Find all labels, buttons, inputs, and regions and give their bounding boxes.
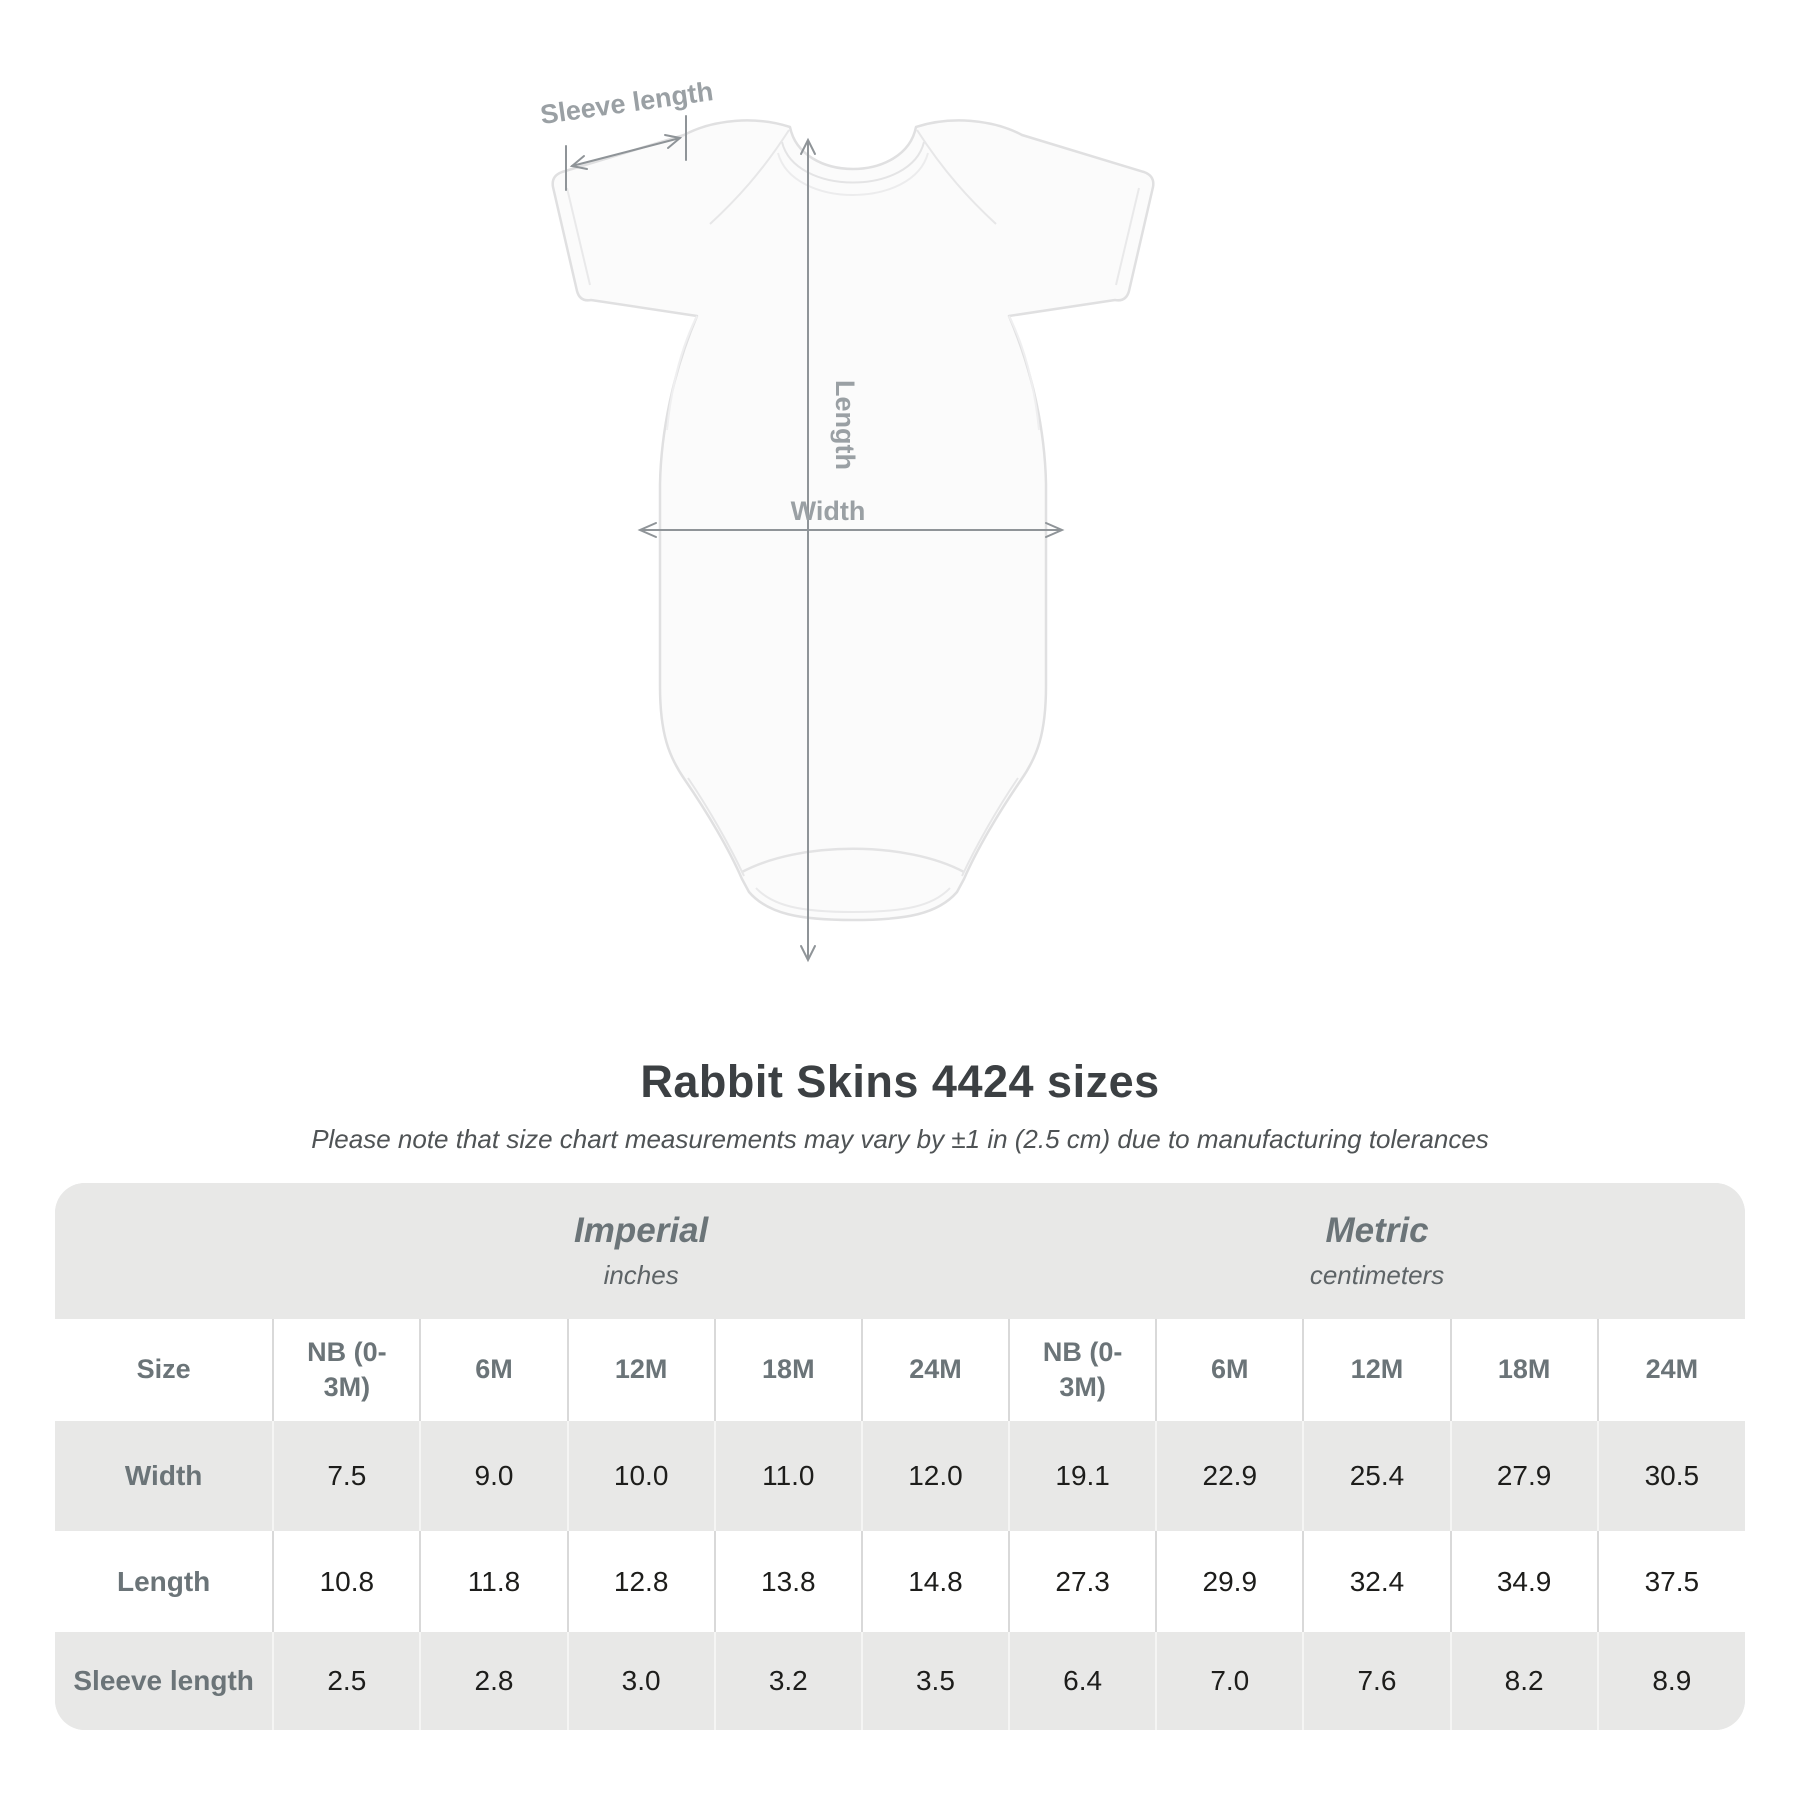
size-header-metric-nb (1009, 1319, 1156, 1421)
size-header-metric-18m: 18M (1451, 1319, 1598, 1421)
size-column-header: Size (136, 1354, 191, 1385)
title-block (0, 1056, 1800, 1155)
imperial-group-header (273, 1183, 1009, 1319)
value-cell: 13.8 (715, 1531, 862, 1632)
length-row-label: Length (116, 1565, 211, 1597)
size-header-imperial-6m: 6M (420, 1319, 567, 1421)
value-cell: 7.0 (1156, 1632, 1303, 1730)
value-cell: 14.8 (862, 1531, 1009, 1632)
value-cell: 10.0 (568, 1421, 715, 1531)
width-row (55, 1421, 1745, 1531)
width-label: Width (790, 496, 866, 526)
size-header-imperial-nb (273, 1319, 420, 1421)
unit-group-spacer (55, 1183, 273, 1319)
value-cell: 27.9 (1451, 1421, 1598, 1531)
unit-group-row (55, 1183, 1745, 1319)
value-cell: 25.4 (1303, 1421, 1450, 1531)
value-cell: 19.1 (1009, 1421, 1156, 1531)
width-row-label: Width (124, 1460, 203, 1491)
value-cell: 10.8 (273, 1531, 420, 1632)
value-cell: 29.9 (1156, 1531, 1303, 1632)
value-cell: 6.4 (1009, 1632, 1156, 1730)
value-cell: 3.5 (862, 1632, 1009, 1730)
imperial-unit: inches (603, 1259, 679, 1290)
value-cell: 8.9 (1598, 1632, 1745, 1730)
sleeve-row-label: Sleeve length (73, 1665, 254, 1696)
size-header-row (55, 1319, 1745, 1421)
metric-group-header (1009, 1183, 1745, 1319)
value-cell: 32.4 (1303, 1531, 1450, 1632)
value-cell: 2.5 (273, 1632, 420, 1730)
size-header-text: NB (0-3M) (1042, 1336, 1123, 1402)
imperial-label: Imperial (574, 1211, 709, 1251)
value-cell: 30.5 (1598, 1421, 1745, 1531)
sleeve-length-row (55, 1632, 1745, 1730)
value-cell: 7.5 (273, 1421, 420, 1531)
size-header-text: NB (0-3M) (307, 1336, 387, 1402)
size-chart-card (55, 1183, 1745, 1730)
value-cell: 3.0 (568, 1632, 715, 1730)
sleeve-length-label: Sleeve length (538, 76, 716, 131)
size-table (55, 1183, 1745, 1730)
page-title: Rabbit Skins 4424 sizes (640, 1056, 1160, 1107)
metric-unit: centimeters (1309, 1259, 1445, 1290)
value-cell: 11.8 (420, 1531, 567, 1632)
size-header-imperial-18m: 18M (715, 1319, 862, 1421)
value-cell: 3.2 (715, 1632, 862, 1730)
size-header-imperial-12m: 12M (568, 1319, 715, 1421)
size-header-metric-12m: 12M (1303, 1319, 1450, 1421)
value-cell: 22.9 (1156, 1421, 1303, 1531)
size-header-metric-24m: 24M (1598, 1319, 1745, 1421)
value-cell: 2.8 (420, 1632, 567, 1730)
value-cell: 11.0 (715, 1421, 862, 1531)
value-cell: 27.3 (1009, 1531, 1156, 1632)
value-cell: 9.0 (420, 1421, 567, 1531)
value-cell: 8.2 (1451, 1632, 1598, 1730)
metric-label: Metric (1325, 1211, 1429, 1251)
value-cell: 34.9 (1451, 1531, 1598, 1632)
tolerance-note: Please note that size chart measurements may vary by ±1 in (2.5 cm) due to manufacturing tolerances (311, 1124, 1489, 1154)
length-label: Length (830, 380, 860, 470)
value-cell: 37.5 (1598, 1531, 1745, 1632)
size-header-metric-6m: 6M (1156, 1319, 1303, 1421)
value-cell: 7.6 (1303, 1632, 1450, 1730)
length-row (55, 1531, 1745, 1632)
size-header-imperial-24m: 24M (862, 1319, 1009, 1421)
value-cell: 12.0 (862, 1421, 1009, 1531)
value-cell: 12.8 (568, 1531, 715, 1632)
